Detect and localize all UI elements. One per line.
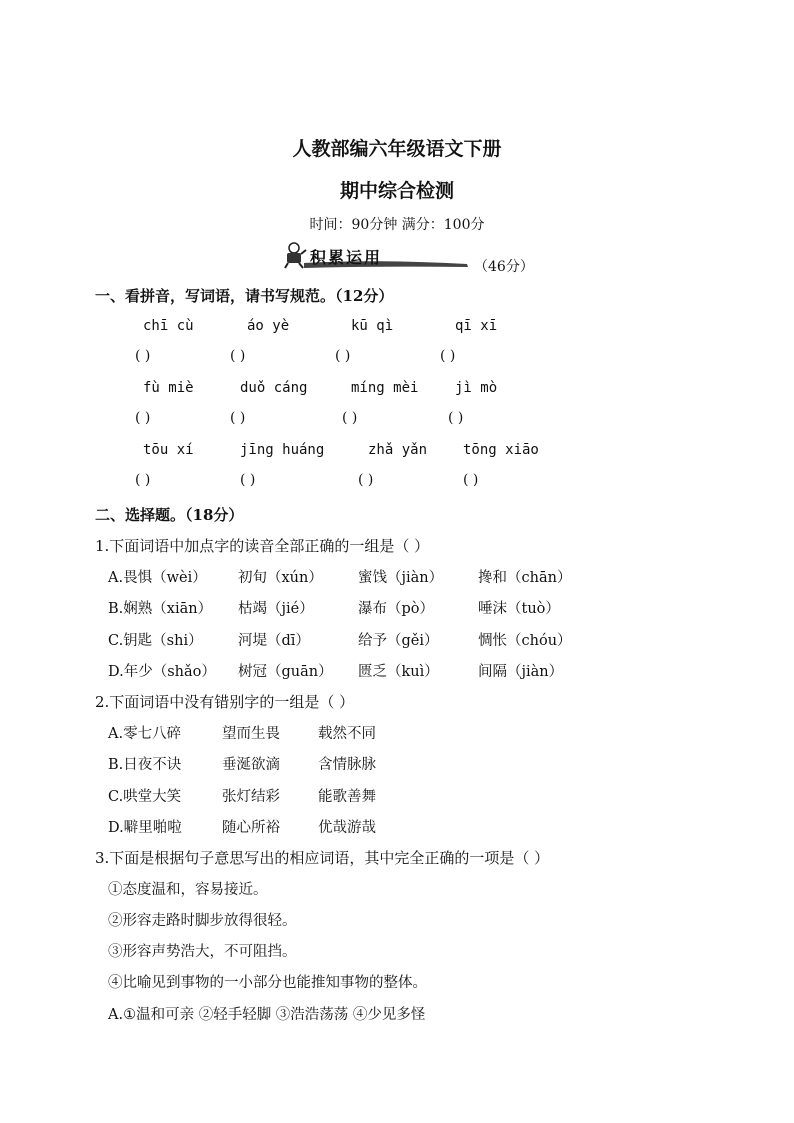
q3-option-a[interactable]: A.①温和可亲 ②轻手轻脚 ③浩浩荡荡 ④少见多怪 [108,1007,426,1023]
answer-blank[interactable]: ( ) [135,410,151,426]
q2-option-d-word-3: 优哉游哉 [318,820,376,836]
pinyin-4: qī xī [455,318,498,334]
q1-option-a-word-4: 搀和（chān） [478,570,572,586]
q1-option-c-word-4: 惆怅（chóu） [478,633,572,649]
q3-item-1: ①态度温和，容易接近。 [108,882,268,898]
q2-option-d-word-2: 随心所裕 [222,820,280,836]
q2-option-c-word-1[interactable]: C.哄堂大笑 [108,789,182,805]
question-1-stem: 1.下面词语中加点字的读音全部正确的一组是（ ） [95,537,430,555]
q2-option-d-word-1[interactable]: D.噼里啪啦 [108,820,182,836]
answer-blank[interactable]: ( ) [135,472,151,488]
section-one-title: 一、看拼音，写词语，请书写规范。（12分） [95,287,394,305]
answer-blank[interactable]: ( ) [463,472,479,488]
q1-option-d-word-1[interactable]: D.年少（shǎo） [108,664,216,680]
pinyin-2: áo yè [247,318,290,334]
page-subtitle: 期中综合检测 [339,180,454,202]
answer-blank[interactable]: ( ) [342,410,358,426]
q1-option-b-word-3: 瀑布（pò） [358,601,435,617]
section-two-title: 二、选择题。（18分） [95,506,244,524]
q2-option-b-word-3: 含情脉脉 [318,757,376,773]
q3-item-3: ③形容声势浩大，不可阻挡。 [108,944,297,960]
q1-option-d-word-4: 间隔（jiàn） [478,664,564,680]
pinyin-3: kū qì [351,318,394,334]
q1-option-d-word-2: 树冠（guān） [238,664,333,680]
q1-option-b-word-4: 唾沫（tuò） [478,601,560,617]
q2-option-c-word-2: 张灯结彩 [222,789,280,805]
pinyin-6: duǒ cáng [240,380,308,396]
section-banner [282,241,482,271]
pinyin-5: fù miè [143,380,194,396]
q1-option-c-word-1[interactable]: C.钥匙（shi） [108,633,203,649]
q1-option-a-word-1[interactable]: A.畏惧（wèi） [108,570,207,586]
answer-blank[interactable]: ( ) [358,472,374,488]
pinyin-9: tōu xí [143,442,194,458]
q1-option-b-word-1[interactable]: B.娴熟（xiān） [108,601,213,617]
answer-blank[interactable]: ( ) [440,348,456,364]
q3-item-2: ②形容走路时脚步放得很轻。 [108,913,297,929]
q1-option-b-word-2: 枯竭（jié） [238,601,314,617]
q2-option-b-word-1[interactable]: B.日夜不诀 [108,757,182,773]
pinyin-12: tōng xiāo [463,442,539,458]
answer-blank[interactable]: ( ) [335,348,351,364]
q1-option-a-word-3: 蜜饯（jiàn） [358,570,444,586]
q1-option-c-word-3: 给予（gěi） [358,633,439,649]
answer-blank[interactable]: ( ) [230,348,246,364]
q3-item-4: ④比喻见到事物的一小部分也能推知事物的整体。 [108,975,427,991]
page-title: 人教部编六年级语文下册 [292,138,502,160]
banner-label: 积累运用 [310,248,383,267]
q1-option-a-word-2: 初旬（xún） [238,570,323,586]
q1-option-d-word-3: 匮乏（kuì） [358,664,439,680]
pinyin-8: jì mò [455,380,498,396]
pinyin-1: chī cù [143,318,194,334]
question-3-stem: 3.下面是根据句子意思写出的相应词语，其中完全正确的一项是（ ） [95,849,550,867]
q2-option-a-word-1[interactable]: A.零七八碎 [108,726,182,742]
answer-blank[interactable]: ( ) [240,472,256,488]
exam-time-info: 时间：90分钟 满分：100分 [309,217,485,233]
question-2-stem: 2.下面词语中没有错别字的一组是（ ） [95,693,355,711]
banner-score: （46分） [474,259,534,275]
q2-option-b-word-2: 垂涎欲滴 [222,757,280,773]
q2-option-c-word-3: 能歌善舞 [318,789,376,805]
answer-blank[interactable]: ( ) [448,410,464,426]
mascot-icon [282,241,308,269]
pinyin-7: míng mèi [351,380,419,396]
answer-blank[interactable]: ( ) [135,348,151,364]
q1-option-c-word-2: 河堤（dī） [238,633,310,649]
pinyin-11: zhǎ yǎn [368,442,428,458]
q2-option-a-word-2: 望而生畏 [222,726,280,742]
pinyin-10: jīng huáng [240,442,325,458]
answer-blank[interactable]: ( ) [230,410,246,426]
q2-option-a-word-3: 载然不同 [318,726,376,742]
